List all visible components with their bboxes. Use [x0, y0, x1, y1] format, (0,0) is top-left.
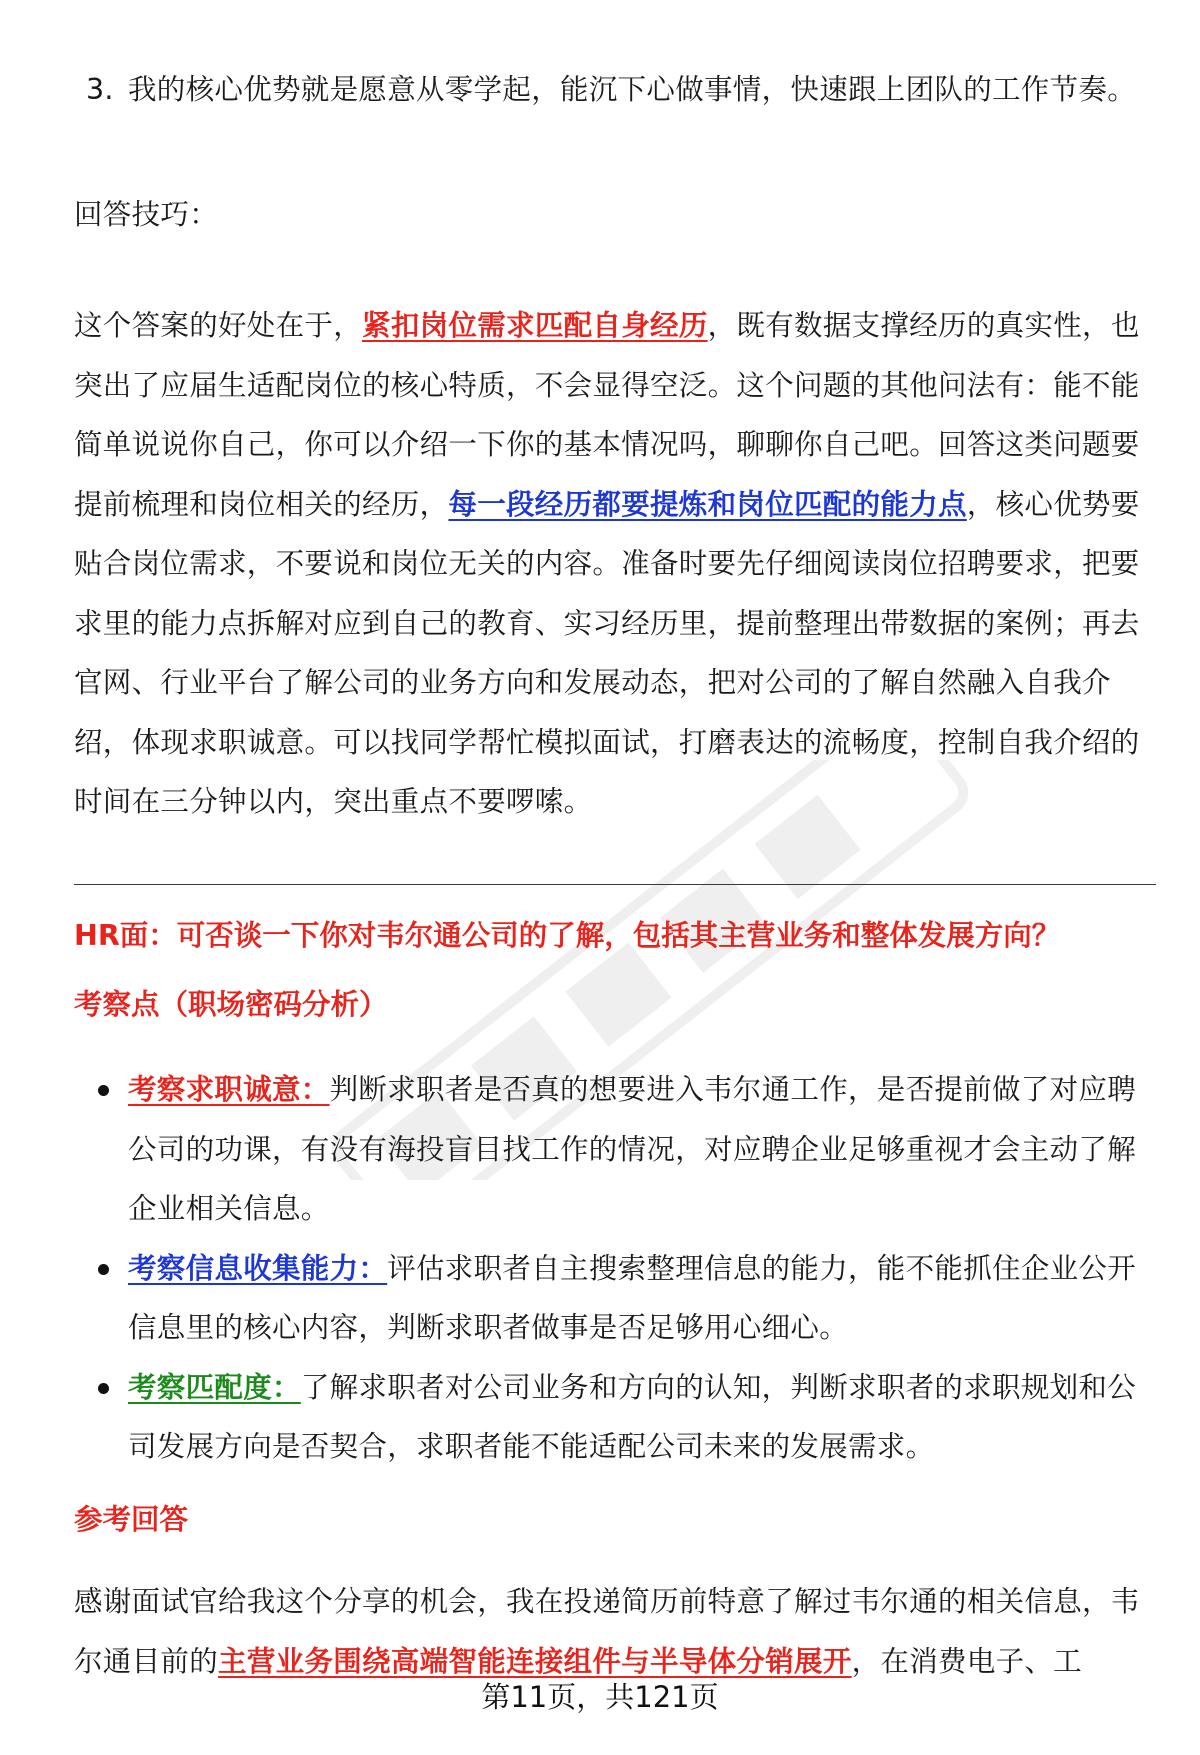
analysis-heading: 考察点（职场密码分析）	[74, 988, 388, 1021]
item-number: 3.	[86, 73, 114, 106]
reference-text-2: ，在消费电子、工	[851, 1644, 1083, 1678]
bullet-icon	[98, 1383, 109, 1394]
list-item	[74, 1358, 1154, 1477]
reference-paragraph	[74, 1572, 1154, 1691]
bullet-label: 考察求职诚意：	[128, 1073, 330, 1106]
list-item	[74, 1060, 1154, 1239]
reference-text-1: 感谢面试官给我这个分享的机会，我在投递简历前特意了解过韦尔通的相关信息，韦尔通目前的	[74, 1585, 1140, 1678]
tips-highlight-1: 紧扣岗位需求匹配自身经历	[362, 309, 708, 342]
item-text: 我的核心优势就是愿意从零学起，能沉下心做事情，快速跟上团队的工作节奏。	[128, 73, 1137, 106]
numbered-item-3	[74, 60, 1154, 120]
section-divider	[74, 884, 1156, 885]
reference-highlight: 主营业务围绕高端智能连接组件与半导体分销展开	[218, 1644, 852, 1678]
bullet-text: 评估求职者自主搜索整理信息的能力，能不能抓住企业公开信息里的核心内容，判断求职者做事是否足够用心细心。	[128, 1251, 1137, 1344]
question-heading: HR面：可否谈一下你对韦尔通公司的了解，包括其主营业务和整体发展方向？	[74, 919, 1061, 952]
list-item	[74, 1239, 1154, 1358]
tips-text-1: 这个答案的好处在于，	[74, 309, 363, 342]
bullet-icon	[98, 1085, 109, 1096]
tips-paragraph	[74, 296, 1154, 832]
reference-heading: 参考回答	[74, 1503, 189, 1536]
bullet-icon	[98, 1264, 109, 1275]
tips-text-3: ，核心优势要贴合岗位需求，不要说和岗位无关的内容。准备时要先仔细阅读岗位招聘要求，把要求里的能力点拆解对应到自己的教育、实习经历里，提前整理出带数据的案例；再去官网、行业平台了解公司的业务方向和发展动态，把对公司的了解自然融入自我介绍，体现求职诚意。可以找同学帮忙模拟面试，打磨表达的流畅度，控制自我介绍的时间在三分钟以内，突出重点不要啰嗦。	[74, 487, 1140, 818]
tips-label: 回答技巧：	[74, 198, 219, 231]
analysis-list	[74, 1060, 1154, 1477]
tips-text-2: ，既有数据支撑经历的真实性，也突出了应届生适配岗位的核心特质，不会显得空泛。这个问题的其他问法有：能不能简单说说你自己，你可以介绍一下你的基本情况吗，聊聊你自己吧。回答这类问题要提前梳理和岗位相关的经历，	[74, 309, 1140, 521]
bullet-label: 考察匹配度：	[128, 1370, 301, 1404]
bullet-text: 判断求职者是否真的想要进入韦尔通工作，是否提前做了对应聘公司的功课，有没有海投盲目找工作的情况，对应聘企业足够重视才会主动了解企业相关信息。	[128, 1073, 1137, 1225]
bullet-text: 了解求职者对公司业务和方向的认知，判断求职者的求职规划和公司发展方向是否契合，求职者能不能适配公司未来的发展需求。	[128, 1370, 1137, 1463]
bullet-label: 考察信息收集能力：	[128, 1251, 388, 1285]
page-footer: 第11页，共121页	[481, 1680, 719, 1714]
tips-highlight-2: 每一段经历都要提炼和岗位匹配的能力点	[448, 487, 967, 521]
